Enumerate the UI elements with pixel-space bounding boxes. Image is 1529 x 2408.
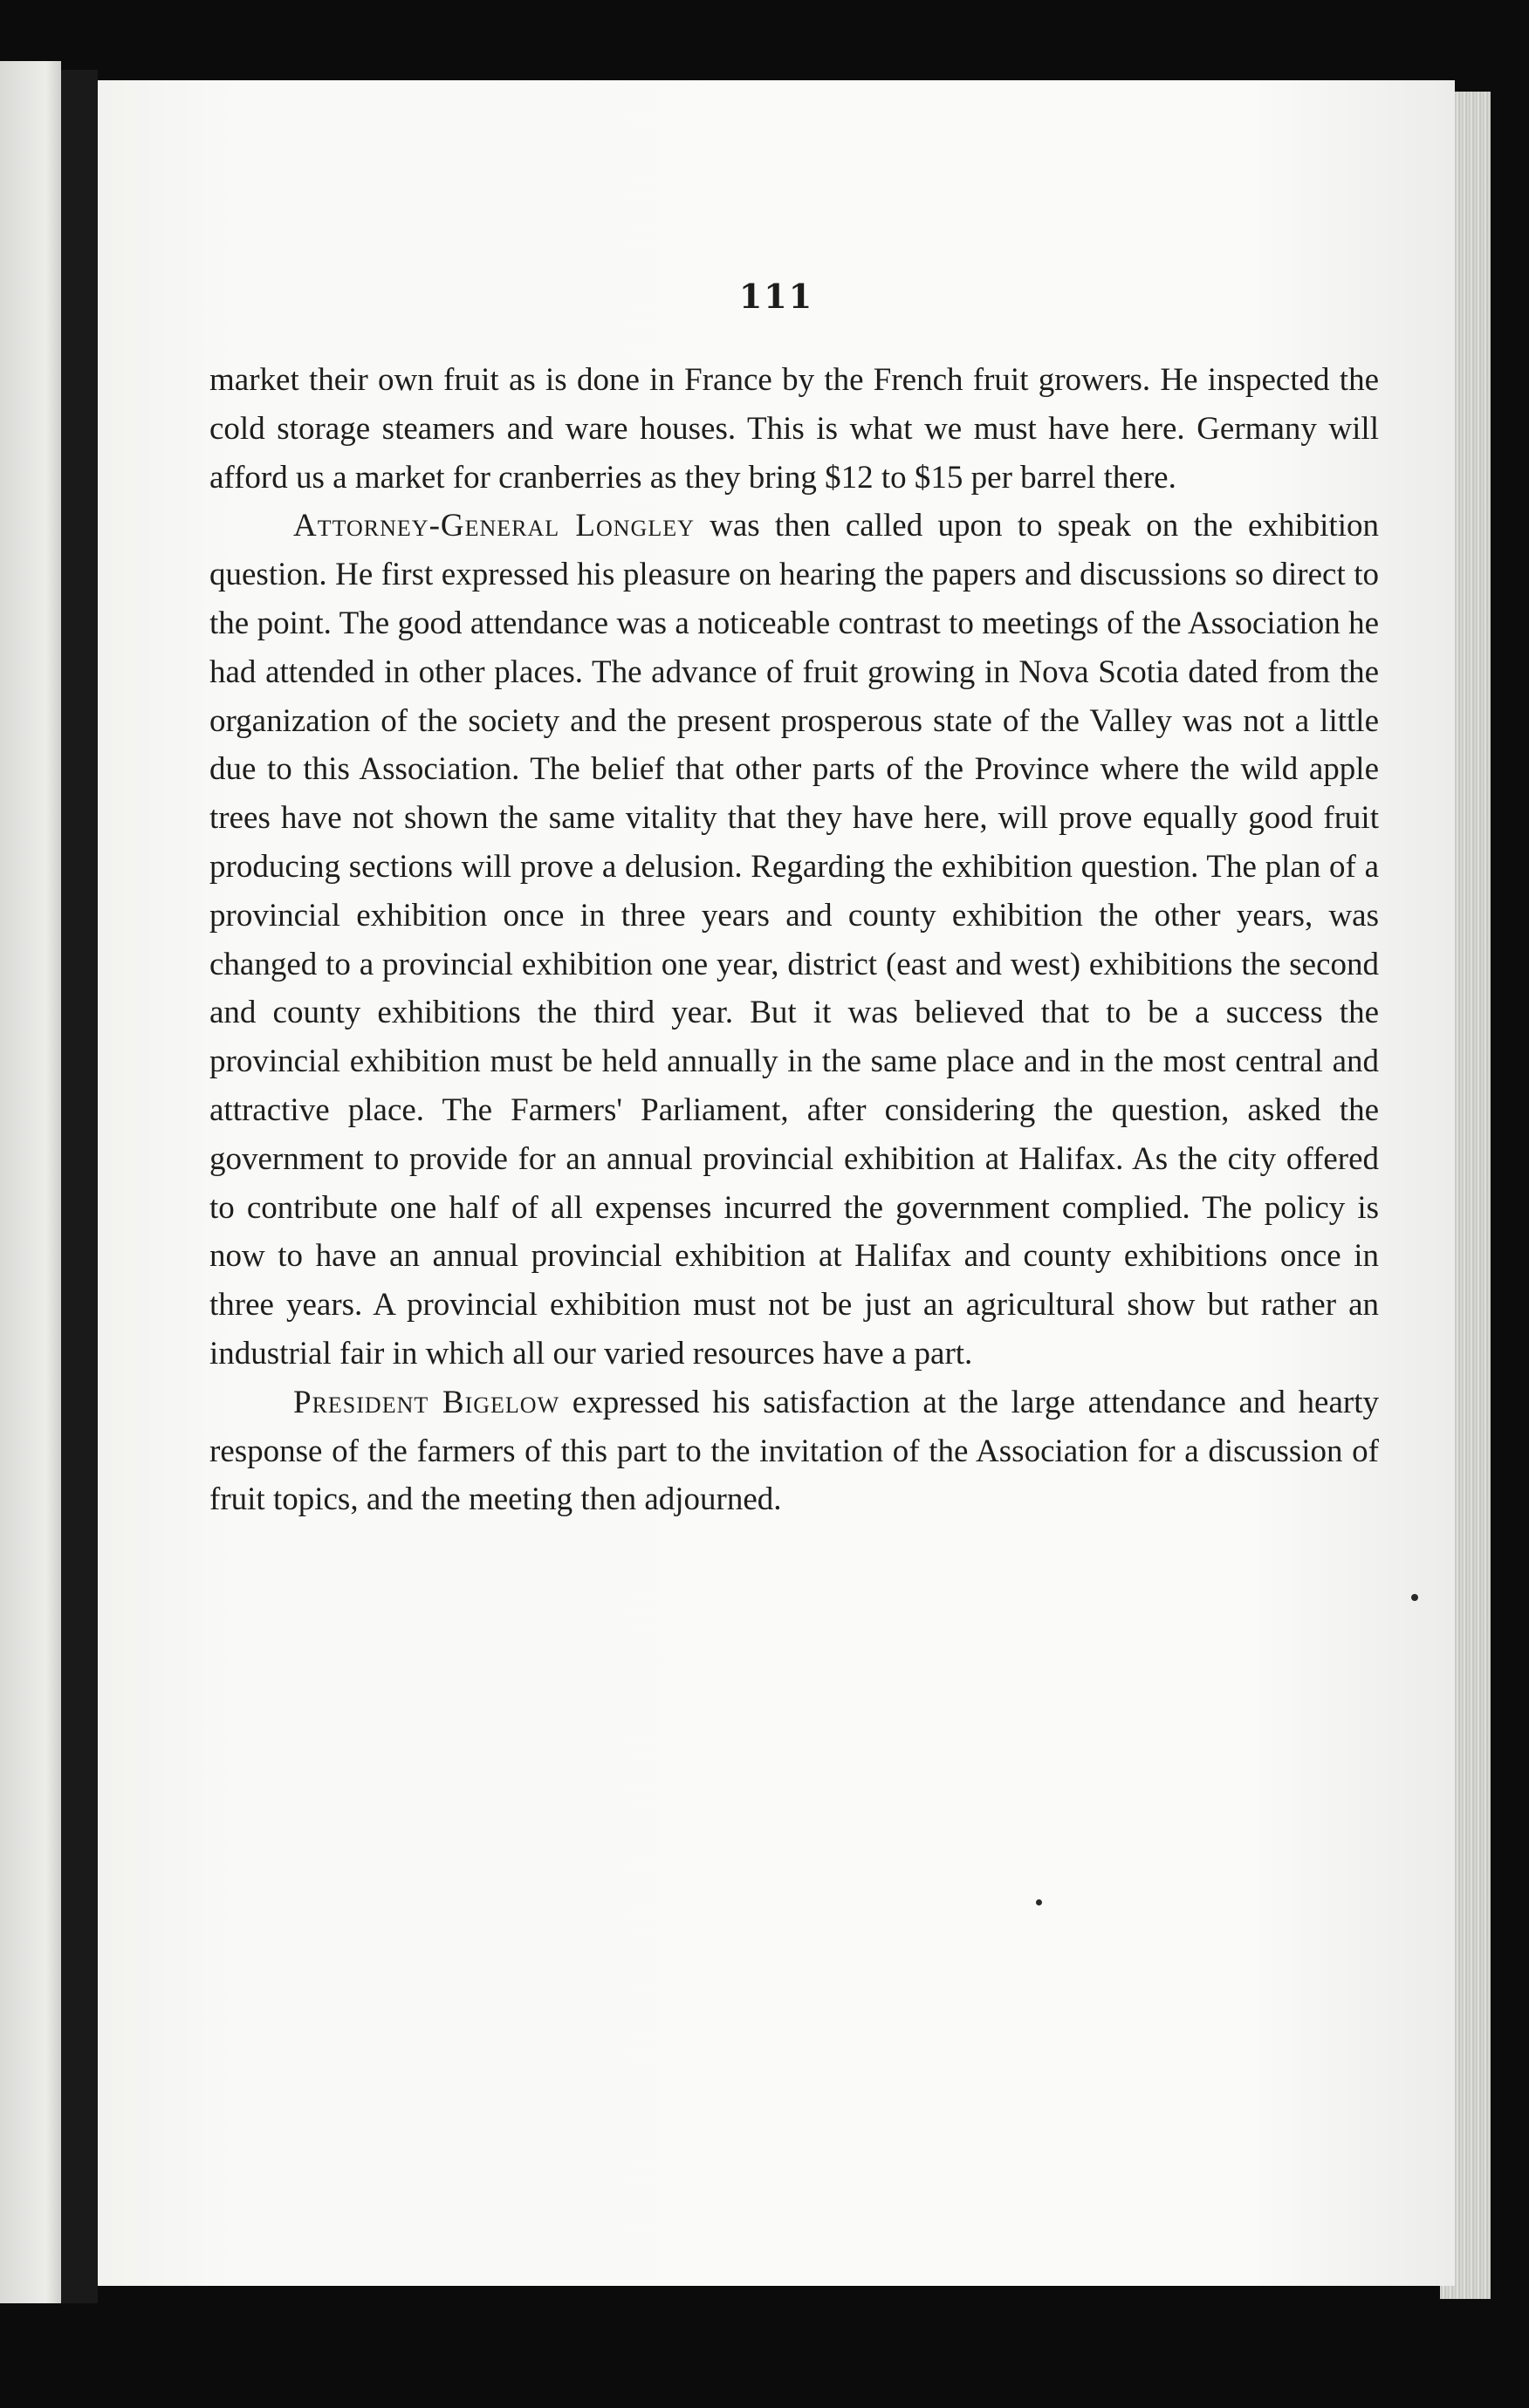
paragraph-1: market their own fruit as is done in France by the French fruit growers. He inspected the cold storage steamers and ware houses. This is what we must have here. Germany will afford us a market for cranberries as they bring $12 to $15 per barrel there. xyxy=(209,362,1379,496)
paragraph-2-text: was then called upon to speak on the exhibition question. He first expressed his pleasure on hearing the papers and discussions so direct to the point. The good attendance was a noticeable contrast to meetings of the Association he had attended in other places. The advance of fruit growing in Nova Scotia dated from the organization of the society and the present prosperous state of the Valley was not a little due to this Association. The belief that other parts of the Province where the wild apple trees have not shown the same vitality that they have here, will prove equally good fruit producing sections will prove a delusion. Regarding the exhibition question. The plan of a provincial exhibition once in three years and county exhibition the other years, was changed to a provincial exhibition one year, district (east and west) exhibitions the second and county exhibitions the third year. But it was believed that to be a success the provincial exhibition must be held annually in the same place and in the most central and attractive place. The Farmers' Parliament, after considering the question, asked the government to provide for an annual provincial exhibition at Halifax. As the city offered to contribute one half of all expenses incurred the government complied. The policy is now to have an annual provincial exhibition at Halifax and county exhibitions once in three years. A provincial exhibition must not be just an agricultural show but rather an industrial fair in which all our varied resources have a part. xyxy=(209,508,1379,1372)
previous-page-edge xyxy=(0,61,61,2303)
book-gutter xyxy=(61,70,98,2303)
scan-speck xyxy=(1411,1594,1418,1601)
page-number: 111 xyxy=(738,277,814,316)
speaker-name-bigelow: President Bigelow xyxy=(293,1384,560,1420)
scan-speck xyxy=(1036,1899,1042,1905)
paragraph-3-text: expressed his satisfaction at the large attendance and hearty response of the farmers of this part to the invitation of the Association for a discussion of fruit topics, and the meeting then adjourned. xyxy=(209,1384,1379,1518)
paragraph-2 xyxy=(209,502,1379,1378)
book-page xyxy=(98,80,1455,2286)
body-text xyxy=(209,356,1379,1524)
paragraph-3 xyxy=(209,1378,1379,1524)
speaker-name-longley: Attorney-General Longley xyxy=(293,508,695,544)
